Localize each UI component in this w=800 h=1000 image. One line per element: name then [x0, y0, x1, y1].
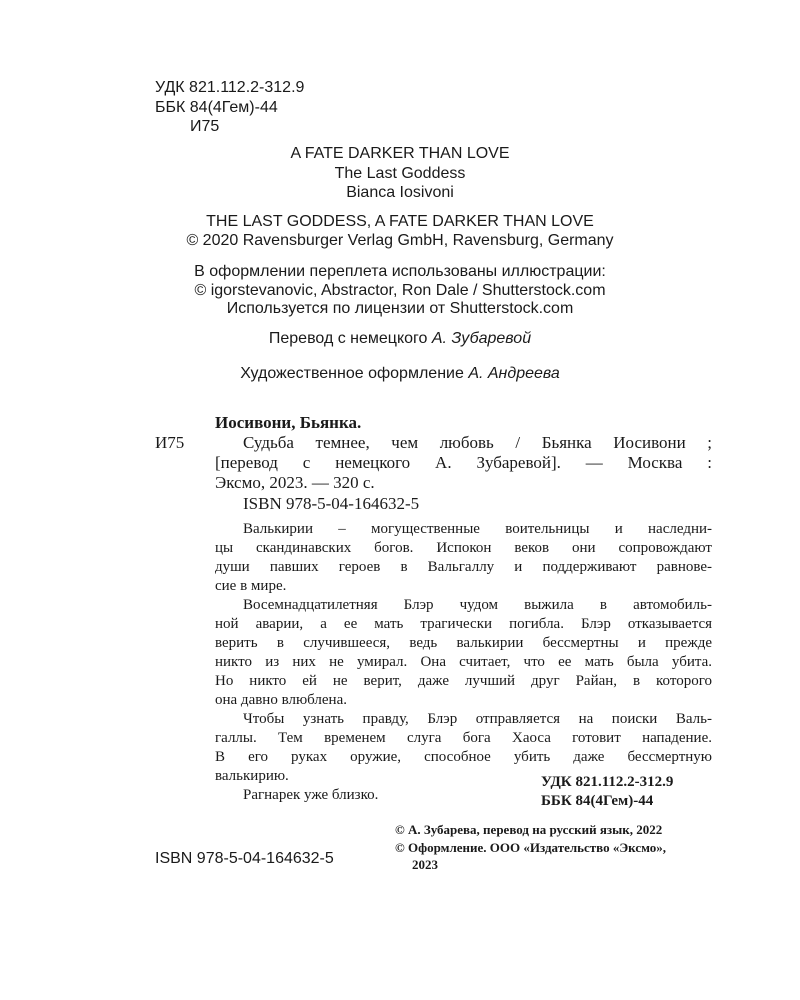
- annotation-line: галлы. Тем временем слуга бога Хаоса готовит нападение.: [215, 730, 712, 746]
- original-series: The Last Goddess: [334, 165, 466, 182]
- artist-name: А. Андреева: [468, 365, 560, 382]
- annotation-line: Рагнарек уже близко.: [243, 787, 379, 803]
- author-mark: И75: [190, 118, 220, 135]
- catalog-isbn: ISBN 978-5-04-164632-5: [243, 494, 420, 513]
- annotation: [215, 520, 712, 805]
- annotation-line: валькирию.: [215, 768, 289, 784]
- catalog-mark: И75: [155, 433, 185, 452]
- illustrations-intro: В оформлении переплета использованы иллюстрации:: [194, 263, 606, 280]
- bbk-code: ББК 84(4Гем)-44: [155, 99, 278, 116]
- annotation-line: В его руках оружие, способное убить даже бессмертную: [215, 749, 712, 765]
- publisher-copyright: © Оформление. ООО «Издательство «Эксмо»,: [395, 840, 667, 855]
- bottom-isbn: ISBN 978-5-04-164632-5: [155, 850, 334, 867]
- annotation-line: ной аварии, а ее мать трагически погибла. Блэр отказывается: [215, 616, 712, 632]
- catalog-heading: Иосивони, Бьянка.: [215, 413, 362, 432]
- catalog-line: [перевод с немецкого А. Зубаревой]. — Москва :: [215, 453, 712, 472]
- annotation-line: Чтобы узнать правду, Блэр отправляется на поиски Валь-: [243, 711, 712, 727]
- original-author: Bianca Iosivoni: [346, 184, 454, 201]
- annotation-paragraph: [215, 596, 712, 710]
- footer-bbk-code: ББК 84(4Гем)-44: [541, 793, 654, 809]
- annotation-line: никто из них не умирал. Она считает, что ее мать была убита.: [215, 654, 712, 670]
- catalog-description: [215, 433, 712, 493]
- footer-udk-code: УДК 821.112.2-312.9: [541, 774, 674, 790]
- original-title: A FATE DARKER THAN LOVE: [290, 145, 510, 162]
- catalog-line: Эксмо, 2023. — 320 с.: [215, 473, 375, 492]
- original-copyright-title: THE LAST GODDESS, A FATE DARKER THAN LOVE: [206, 213, 594, 230]
- annotation-line: Восемнадцатилетняя Блэр чудом выжила в автомобиль-: [243, 597, 712, 613]
- annotation-paragraph: [215, 520, 712, 596]
- annotation-line: цы скандинавских богов. Испокон веков они сопровождают: [215, 540, 712, 556]
- art-label: Художественное оформление: [240, 365, 464, 382]
- translation-credit: [155, 329, 645, 349]
- original-copyright-holder: © 2020 Ravensburger Verlag GmbH, Ravensburg, Germany: [186, 232, 614, 249]
- illustrations-credits: © igorstevanovic, Abstractor, Ron Dale / Shutterstock.com: [194, 282, 606, 299]
- udk-code: УДК 821.112.2-312.9: [155, 79, 305, 96]
- annotation-line: сие в мире.: [215, 578, 287, 594]
- translation-copyright: © А. Зубарева, перевод на русский язык, 2022: [395, 822, 663, 837]
- annotation-line: верить в случившееся, ведь валькирии бессмертны и прежде: [215, 635, 712, 651]
- catalog-line: Судьба темнее, чем любовь / Бьянка Иосивони ;: [243, 433, 712, 452]
- publisher-copyright-year: 2023: [412, 857, 438, 872]
- annotation-line: Но никто ей не верит, даже лучший друг Райан, в которого: [215, 673, 712, 689]
- illustrations-license: Используется по лицензии от Shutterstock.com: [226, 300, 574, 317]
- annotation-line: Валькирии – могущественные воительницы и наследни-: [243, 521, 712, 537]
- annotation-line: она давно влюблена.: [215, 692, 347, 708]
- translator-name: А. Зубаревой: [431, 330, 532, 347]
- art-credit: [155, 364, 645, 384]
- annotation-line: души павших героев в Вальгаллу и поддерживают равнове-: [215, 559, 712, 575]
- translation-label: Перевод с немецкого: [268, 330, 428, 347]
